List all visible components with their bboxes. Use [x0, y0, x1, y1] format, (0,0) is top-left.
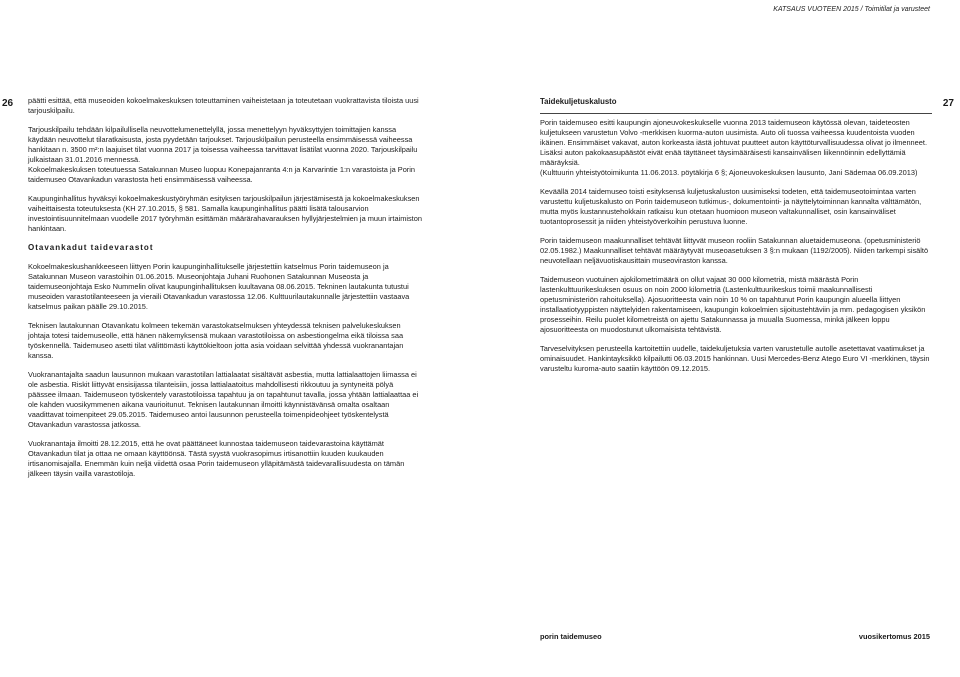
paragraph: Porin taidemuseo esitti kaupungin ajoneuvokeskukselle vuonna 2013 taidemuseon käytössä olevan, taideteosten kuljetukseen varustetun Volvo -merkkisen kuorma-auton uusimista. Auto oli tuossa vaiheessa kuudentoista vuoden ikäinen. Ensimmäiset vakavat, auton korkeasta iästä johtuvat puutteet auton käyttöturvallisuudessa olivat jo ilmenneet. Lisäksi auton pakokaasupäästöt eivät enää täyttäneet täysimääräisesti kansainvälisen liikennöinnin edellyttämiä määräyksiä. (Kulttuurin yhteistyötoimikunta 11.06.2013. pöytäkirja 6 §; Ajoneuvokeskuksen lausunto, Jani Sädemaa 06.09.2013) — [540, 118, 927, 177]
paragraph: Tarveselvityksen perusteella kartoitettiin uudelle, taidekuljetuksia varten varustetulle autolle asetettavat vaatimukset ja ominaisuudet. Hankintayksikkö kilpailutti 06.03.2015 hankinnan. Uusi Mercedes-Benz Atego Euro VI -merkkinen, täysin varusteltu kuroma-auto saatiin käyttöön 09.12.2015. — [540, 344, 930, 373]
paragraph: Vuokranantajalta saadun lausunnon mukaan varastotilan lattialaatat sisältävät asbestia, mutta lattialaattojen liimassa ei ole asbestia. Riskit liittyvät ensisijassa tilanteisiin, jossa lattialaatoitus mahdollisesti rikkoutuu ja syntyneitä pölyä päässee ilmaan. Taidemuseon työskentely varastotiloissa tapahtuu ja on tapahtunut tavalla, jossa yhtään lattialaattaa ei ole kahden vuosikymmenen aikana vaurioitunut. Teknisen lautakunnan ilmoitti käynnistävänsä omalta osaltaan vaadittavat toimenpiteet 29.05.2015. Taidemuseo antoi lausunnon perusteella toimenpideohjeet työskentelystä Otavankadun varastossa jatkossa. — [28, 370, 419, 429]
paragraph: Teknisen lautakunnan Otavankatu kolmeen tekemän varastokatselmuksen yhteydessä teknisen palvelukeskuksen johtaja totesi taidemuseolle, että hänen näkemyksensä mukaan varastotiloissa on asbestiongelma eikä tiloissa saa työskennellä. Taidemuseo asetti tilat välittömästi käyttökieltoon jotta asia voidaan selvittää yhdessä vuokranantajan kanssa. — [28, 321, 404, 360]
paragraph: Tarjouskilpailu tehdään kilpailullisella neuvottelumenettelyllä, jossa menettelyyn hyväksyttyjen toimittajien kanssa käydään neuvottelut tilaratkaisusta, josta pyydetään tarjoukset. Tarjouskilpailun perusteella ensimmäisessä vaiheessa hankitaan n. 3500 m²:n laajuiset tilat vuonna 2017 ja toisessa vaiheessa tarvittavat lisätilat vuonna 2020. Tarjouskilpailu julkaistaan 31.01.2016 mennessä. — [28, 125, 418, 164]
left-column — [28, 96, 422, 488]
paragraph: Kokoelmakeskushankkeeseen liittyen Porin kaupunginhallitukselle järjestettiin katselmus Porin taidemuseon ja Satakunnan Museon varastoihin 01.06.2015. Museonjohtaja Juhani Ruohonen Satakunnan Museosta ja taidemuseonjohtaja Esko Nummelin olivat kaupunginhallituksen kuultavana 08.06.2015. Tekninen lautakunta tutustui museoiden varastotilanteeseen ja vieraili Otavankadun varastossa 12.06. Kulttuurilautakunnalle järjestettiin vastaava katselmus paikan päälle 29.10.2015. — [28, 262, 410, 311]
page-number-left: 26 — [2, 98, 14, 109]
section-heading: Otavankadut taidevarastot — [28, 243, 154, 252]
paragraph: Kokoelmakeskuksen toteutuessa Satakunnan Museo luopuu Konepajanranta 4:n ja Karvarintie 1:n varastoista ja Porin taidemuseo Otavankadun varastosta heti ensimmäisessä vaiheessa. — [28, 165, 416, 184]
paragraph: Porin taidemuseon maakunnalliset tehtävät liittyvät museon rooliin Satakunnan aluetaidemuseona. (opetusministeriö 02.05.1982.) Maakunnalliset tehtävät määräytyvät museoasetuksen 3 §:n mukaan (1192/2005). Niiden tarkempi sisältö neuvotellaan neljävuotiskausittain museoviraston kanssa. — [540, 236, 929, 265]
page-number-right: 27 — [942, 98, 954, 109]
paragraph: Kaupunginhallitus hyväksyi kokoelmakeskustyöryhmän esityksen tarjouskilpailun järjestämisestä ja kokoelmakeskuksen vaiheittaisesta toteutuksesta (KH 27.10.2015, § 581. Samalla kaupunginhallitus päätti lisätä talousarvion investointisuunnitelmaan vuodelle 2017 työryhmän esittämän määrärahavarauksen hyllyjärjestelmien ja muun irtaimiston hankintaan. — [28, 194, 422, 233]
running-header: KATSAUS VUOTEEN 2015 / Toimitilat ja varusteet — [773, 6, 930, 13]
section-heading: Taidekuljetuskalusto — [540, 97, 617, 106]
paragraph: Vuokranantaja ilmoitti 28.12.2015, että he ovat päättäneet kunnostaa taidemuseon taidevarastoina käyttämät Otavankadun tilat ja ottaa ne omaan käyttöönsä. Tästä syystä vuokrasopimus irtisanottiin kuuden kuukauden irtisanomisajalla. Enemmän kuin neljä viidettä osaa Porin taidemuseon ylläpitämästä taidevarallisuudesta on tämän jälkeen täysin vailla varastotiloja. — [28, 439, 405, 478]
footer-right-label: vuosikertomus 2015 — [858, 632, 930, 641]
divider — [540, 113, 932, 114]
paragraph: Keväällä 2014 taidemuseo toisti esityksensä kuljetuskaluston uusimiseksi todeten, että taidemuseotoimintaa varten varustettu kuljetuskalusto on Porin taidemuseon tutkimus-, dokumentointi- ja näyttelytoiminnan kannalta välttämätön, mutta myös kustannustehokkain ratkaisu kun otetaan huomioon museon valtakunnalliset, osin kansainväliset tuotantoprosessit ja niiden yhteistyöverkoihin perustuva luonne. — [540, 187, 922, 226]
paragraph: Taidemuseon vuotuinen ajokilometrimäärä on ollut vajaat 30 000 kilometriä, mistä määrästä Porin lastenkulttuurikeskuksen osuus on noin 2000 kilometriä (Lastenkulttuurikeskus toimii maakunnallisesti opetusministeriön rahoituksella). Ajosuoritteesta vain noin 10 % on tapahtunut Porin kaupungin alueella liittyen installaatiotyyppisten näyttelyiden rakentamiseen, kaupungin kokoelmien sijoitustehtäviin ja mm. pedagogisen yksikön prosesseihin. Reilu puolet kilometreistä on ajettu Satakunnassa ja muualla Suomessa, minkä jälkeen loppu ajosuoritteesta on muodostunut ulkomaisista tehtävistä. — [540, 275, 926, 334]
paragraph: päätti esittää, että museoiden kokoelmakeskuksen toteuttaminen vaiheistetaan ja toteutetaan vuokrattavista tiloista uusi tarjouskilpailu. — [28, 96, 419, 115]
right-column — [540, 97, 932, 383]
footer-left-label: porin taidemuseo — [540, 632, 602, 641]
